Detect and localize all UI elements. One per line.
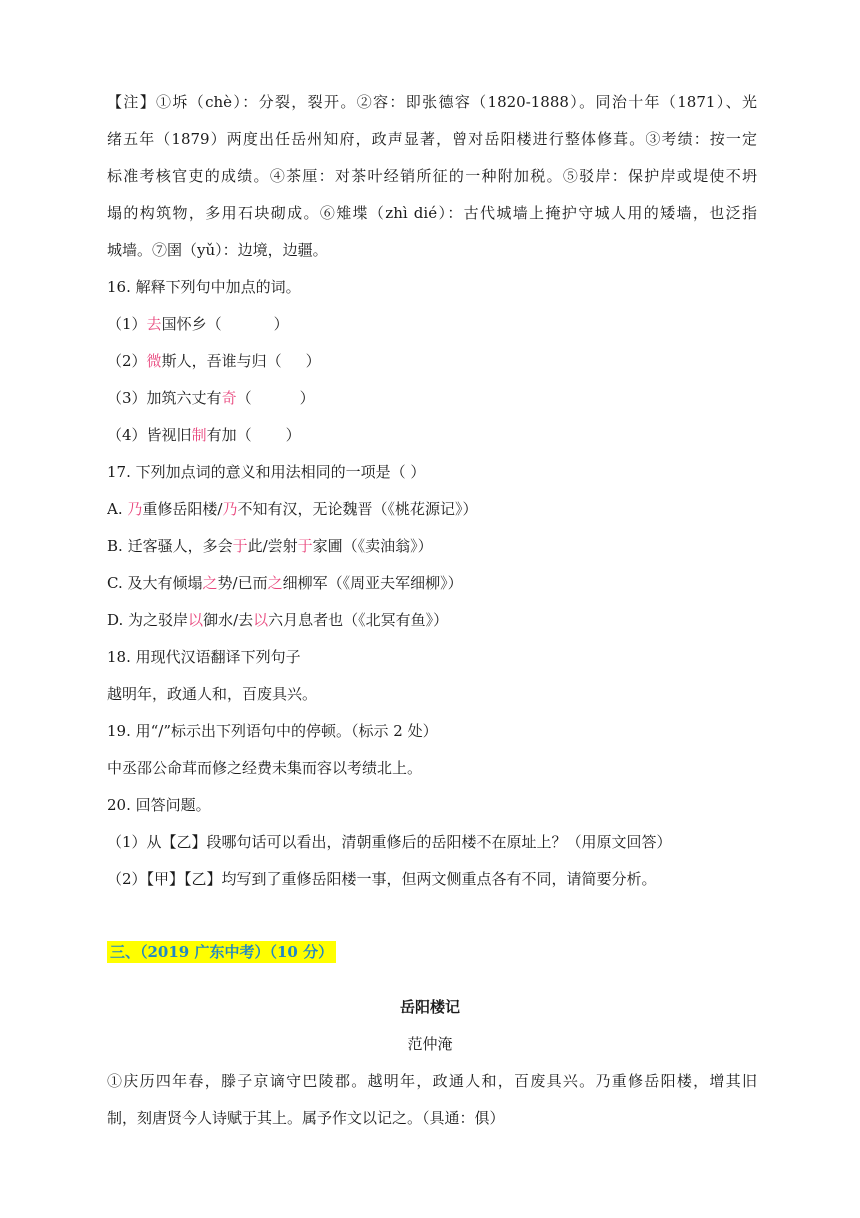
option-text: 不知有汉，无论魏晋（《桃花源记》） <box>237 500 478 518</box>
option-label: A. <box>107 500 128 518</box>
dotted-word: 奇 <box>221 389 237 407</box>
passage-author: 范仲淹 <box>407 1035 453 1053</box>
dotted-word: 去 <box>146 315 162 333</box>
option-text: 迁客骚人，多会 <box>127 537 233 555</box>
q16-item-1 <box>107 314 757 334</box>
q20-sub-1: （1）从【乙】段哪句话可以看出，清朝重修后的岳阳楼不在原址上？（用原文回答） <box>107 833 672 851</box>
q19-stem: 19. 用“/”标示出下列语句中的停顿。（标示 2 处） <box>107 722 438 740</box>
q17-option-b <box>107 536 757 556</box>
option-text: 为之驳岸 <box>128 611 189 629</box>
q16-item-post: 有加（ <box>206 426 252 444</box>
q16-item-close: ） <box>305 352 321 370</box>
q16-item-pre: 皆视旧 <box>146 426 192 444</box>
q16-item-2 <box>107 351 757 371</box>
q16-stem: 16. 解释下列句中加点的词。 <box>107 278 301 296</box>
option-label: D. <box>107 611 129 629</box>
dotted-word: 微 <box>146 352 162 370</box>
dotted-word: 之 <box>202 574 218 592</box>
q18-sentence: 越明年，政通人和，百废具兴。 <box>107 685 318 703</box>
dotted-word: 于 <box>232 537 248 555</box>
option-text: 及大有倾塌 <box>127 574 203 592</box>
q16-item-number: （4） <box>107 426 147 444</box>
dotted-word: 于 <box>297 537 313 555</box>
notes-line-4: 塌的构筑物，多用石块砌成。⑥雉堞（zhì dié）：古代城墙上掩护守城人用的矮墙，也泛指 <box>107 204 757 222</box>
q16-item-pre: 加筑六丈有 <box>146 389 222 407</box>
q16-item-3 <box>107 388 757 408</box>
dotted-word: 之 <box>267 574 283 592</box>
passage-paragraph-line-2: 制，刻唐贤今人诗赋于其上。属予作文以记之。（具通：俱） <box>107 1109 505 1127</box>
q18-stem: 18. 用现代汉语翻译下列句子 <box>107 648 301 666</box>
notes-line-5: 城墙。⑦圉（yǔ）：边境，边疆。 <box>107 241 328 259</box>
q16-item-post: 斯人，吾谁与归（ <box>161 352 282 370</box>
section-heading: 三、（2019 广东中考）（10 分） <box>107 941 336 963</box>
q16-item-number: （2） <box>107 352 147 370</box>
passage-paragraph-line-1: ①庆历四年春，滕子京谪守巴陵郡。越明年，政通人和，百废具兴。乃重修岳阳楼，增其旧 <box>107 1072 757 1090</box>
q16-item-close: ） <box>299 389 315 407</box>
notes-line-3: 标准考核官吏的成绩。④茶厘：对茶叶经销所征的一种附加税。⑤驳岸：保护岸或堤使不坍 <box>107 167 757 185</box>
q17-option-c <box>107 573 757 593</box>
option-label: B. <box>107 537 128 555</box>
notes-line-2: 绪五年（1879）两度出任岳州知府，政声显著，曾对岳阳楼进行整体修葺。③考绩：按一定 <box>107 130 757 148</box>
dotted-word: 制 <box>191 426 207 444</box>
option-text: 六月息者也（《北冥有鱼》） <box>268 611 449 629</box>
q16-item-close: ） <box>285 426 301 444</box>
notes-line-1: 【注】①坼（chè）：分裂，裂开。②容：即张德容（1820-1888）。同治十年（1871）、光 <box>107 93 757 111</box>
option-text: 御水/去 <box>203 611 254 629</box>
q16-item-number: （3） <box>107 389 147 407</box>
option-label: C. <box>107 574 128 592</box>
option-text: 此/尝射 <box>247 537 298 555</box>
q19-sentence: 中丞邵公命茸而修之经费未集而容以考绩北上。 <box>107 759 423 777</box>
q16-item-close: ） <box>273 315 289 333</box>
dotted-word: 以 <box>253 611 269 629</box>
passage-title: 岳阳楼记 <box>399 998 460 1016</box>
q16-item-post: 国怀乡（ <box>161 315 222 333</box>
q20-stem: 20. 回答问题。 <box>107 796 211 814</box>
option-text: 势/已而 <box>217 574 268 592</box>
option-text: 家圃（《卖油翁》） <box>312 537 433 555</box>
q17-option-a <box>107 499 757 519</box>
q16-item-4 <box>107 425 757 445</box>
option-text: 细柳军（《周亚夫军细柳》） <box>282 574 463 592</box>
dotted-word: 乃 <box>222 500 238 518</box>
q16-item-number: （1） <box>107 315 147 333</box>
q20-sub-2: （2）【甲】【乙】均写到了重修岳阳楼一事，但两文侧重点各有不同，请简要分析。 <box>107 870 657 888</box>
q17-option-d <box>107 610 757 630</box>
q16-item-post: （ <box>236 389 252 407</box>
q17-stem: 17. 下列加点词的意义和用法相同的一项是（ ） <box>107 463 426 481</box>
dotted-word: 以 <box>188 611 204 629</box>
dotted-word: 乃 <box>127 500 143 518</box>
option-text: 重修岳阳楼/ <box>142 500 223 518</box>
